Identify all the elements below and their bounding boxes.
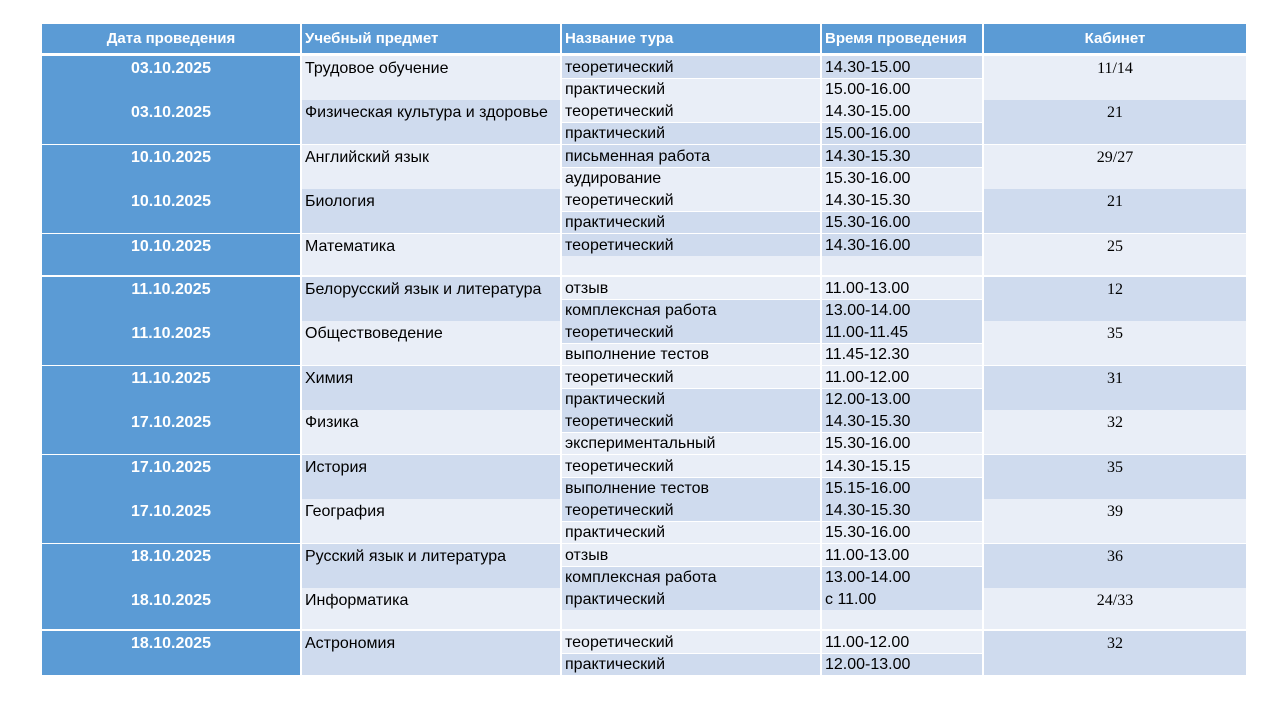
tour-cell <box>562 189 822 233</box>
tour-name: теоретический <box>562 189 820 211</box>
tour-time: 11.45-12.30 <box>822 343 982 365</box>
tour-name: выполнение тестов <box>562 343 820 365</box>
subject-cell: Белорусский язык и литература <box>302 277 562 321</box>
tour-time: 15.15-16.00 <box>822 477 982 499</box>
room-cell: 35 <box>984 321 1246 365</box>
tour-name: практический <box>562 388 820 410</box>
tour-cell <box>562 631 822 675</box>
table-row <box>42 189 1246 234</box>
subject-cell: Физика <box>302 410 562 454</box>
tour-name: комплексная работа <box>562 299 820 321</box>
tour-name: теоретический <box>562 499 820 521</box>
room-cell: 39 <box>984 499 1246 543</box>
header-subject: Учебный предмет <box>302 24 562 53</box>
time-cell <box>822 56 984 100</box>
tour-name: экспериментальный <box>562 432 820 454</box>
room-cell: 35 <box>984 455 1246 499</box>
tour-time: 13.00-14.00 <box>822 299 982 321</box>
subject-cell: Английский язык <box>302 145 562 189</box>
tour-cell <box>562 410 822 454</box>
tour-name: теоретический <box>562 100 820 122</box>
table-body <box>42 56 1246 675</box>
time-cell <box>822 366 984 410</box>
tour-name: практический <box>562 211 820 233</box>
tour-name: практический <box>562 122 820 144</box>
table-row <box>42 410 1246 455</box>
tour-name: практический <box>562 521 820 543</box>
date-cell: 17.10.2025 <box>42 410 302 454</box>
time-cell <box>822 631 984 675</box>
tour-name: практический <box>562 588 820 610</box>
tour-time: 15.30-16.00 <box>822 521 982 543</box>
room-cell: 21 <box>984 189 1246 233</box>
subject-cell: Химия <box>302 366 562 410</box>
subject-cell: Физическая культура и здоровье <box>302 100 562 144</box>
subject-cell: Русский язык и литература <box>302 544 562 588</box>
tour-cell <box>562 366 822 410</box>
tour-name: письменная работа <box>562 145 820 167</box>
header-time: Время проведения <box>822 24 984 53</box>
subject-cell: Биология <box>302 189 562 233</box>
tour-name: комплексная работа <box>562 566 820 588</box>
room-cell: 29/27 <box>984 145 1246 189</box>
room-cell: 12 <box>984 277 1246 321</box>
date-cell: 03.10.2025 <box>42 100 302 144</box>
tour-time: 15.00-16.00 <box>822 78 982 100</box>
subject-cell: Трудовое обучение <box>302 56 562 100</box>
room-cell: 11/14 <box>984 56 1246 100</box>
tour-time: 11.00-13.00 <box>822 544 982 566</box>
time-cell <box>822 499 984 543</box>
time-cell <box>822 100 984 144</box>
subject-cell: Математика <box>302 234 562 275</box>
tour-cell <box>562 100 822 144</box>
tour-cell <box>562 499 822 543</box>
schedule-table <box>42 24 1246 675</box>
tour-cell <box>562 544 822 588</box>
tour-cell <box>562 56 822 100</box>
tour-name: аудирование <box>562 167 820 189</box>
room-cell: 21 <box>984 100 1246 144</box>
tour-time: 11.00-13.00 <box>822 277 982 299</box>
date-cell: 10.10.2025 <box>42 189 302 233</box>
tour-time: 12.00-13.00 <box>822 653 982 675</box>
tour-name: отзыв <box>562 544 820 566</box>
date-cell: 11.10.2025 <box>42 366 302 410</box>
tour-time: 15.30-16.00 <box>822 432 982 454</box>
tour-cell <box>562 145 822 189</box>
time-cell <box>822 234 984 275</box>
table-row <box>42 145 1246 189</box>
time-cell <box>822 277 984 321</box>
date-cell: 11.10.2025 <box>42 277 302 321</box>
tour-name: практический <box>562 653 820 675</box>
room-cell: 36 <box>984 544 1246 588</box>
subject-cell: История <box>302 455 562 499</box>
header-tour: Название тура <box>562 24 822 53</box>
tour-time: 14.30-15.00 <box>822 100 982 122</box>
tour-time: 11.00-12.00 <box>822 631 982 653</box>
room-cell: 24/33 <box>984 588 1246 629</box>
subject-cell: Астрономия <box>302 631 562 675</box>
date-cell: 10.10.2025 <box>42 234 302 275</box>
tour-cell <box>562 234 822 275</box>
table-row <box>42 631 1246 675</box>
tour-time: 14.30-15.30 <box>822 189 982 211</box>
time-cell <box>822 189 984 233</box>
date-cell: 10.10.2025 <box>42 145 302 189</box>
tour-time: 14.30-15.30 <box>822 499 982 521</box>
room-cell: 32 <box>984 410 1246 454</box>
time-cell <box>822 410 984 454</box>
date-cell: 18.10.2025 <box>42 588 302 629</box>
tour-time: 13.00-14.00 <box>822 566 982 588</box>
tour-name: отзыв <box>562 277 820 299</box>
tour-cell <box>562 455 822 499</box>
tour-name: теоретический <box>562 410 820 432</box>
table-row <box>42 234 1246 277</box>
tour-name: теоретический <box>562 321 820 343</box>
tour-time: 11.00-12.00 <box>822 366 982 388</box>
tour-name: выполнение тестов <box>562 477 820 499</box>
tour-name: теоретический <box>562 56 820 78</box>
time-cell <box>822 321 984 365</box>
tour-name: теоретический <box>562 366 820 388</box>
time-cell <box>822 588 984 629</box>
tour-time: 14.30-15.00 <box>822 56 982 78</box>
tour-time: 14.30-15.30 <box>822 410 982 432</box>
header-date: Дата проведения <box>42 24 302 53</box>
table-row <box>42 588 1246 631</box>
tour-time: с 11.00 <box>822 588 982 610</box>
header-room: Кабинет <box>984 24 1246 53</box>
table-row <box>42 56 1246 100</box>
tour-name: практический <box>562 78 820 100</box>
tour-time: 15.30-16.00 <box>822 211 982 233</box>
table-row <box>42 544 1246 588</box>
tour-time: 15.00-16.00 <box>822 122 982 144</box>
date-cell: 17.10.2025 <box>42 499 302 543</box>
tour-time: 14.30-15.30 <box>822 145 982 167</box>
tour-name: теоретический <box>562 234 820 256</box>
tour-name: теоретический <box>562 631 820 653</box>
table-row <box>42 499 1246 544</box>
date-cell: 03.10.2025 <box>42 56 302 100</box>
tour-time: 11.00-11.45 <box>822 321 982 343</box>
date-cell: 17.10.2025 <box>42 455 302 499</box>
room-cell: 32 <box>984 631 1246 675</box>
tour-time: 14.30-15.15 <box>822 455 982 477</box>
time-cell <box>822 455 984 499</box>
tour-time: 15.30-16.00 <box>822 167 982 189</box>
tour-cell <box>562 277 822 321</box>
table-row <box>42 366 1246 410</box>
tour-time: 12.00-13.00 <box>822 388 982 410</box>
date-cell: 11.10.2025 <box>42 321 302 365</box>
tour-name: теоретический <box>562 455 820 477</box>
header-row <box>42 24 1246 53</box>
time-cell <box>822 544 984 588</box>
subject-cell: Информатика <box>302 588 562 629</box>
date-cell: 18.10.2025 <box>42 631 302 675</box>
room-cell: 31 <box>984 366 1246 410</box>
room-cell: 25 <box>984 234 1246 275</box>
tour-cell <box>562 321 822 365</box>
table-row <box>42 321 1246 366</box>
table-row <box>42 100 1246 145</box>
table-row <box>42 277 1246 321</box>
subject-cell: Обществоведение <box>302 321 562 365</box>
tour-time: 14.30-16.00 <box>822 234 982 256</box>
table-row <box>42 455 1246 499</box>
date-cell: 18.10.2025 <box>42 544 302 588</box>
subject-cell: География <box>302 499 562 543</box>
tour-cell <box>562 588 822 629</box>
time-cell <box>822 145 984 189</box>
